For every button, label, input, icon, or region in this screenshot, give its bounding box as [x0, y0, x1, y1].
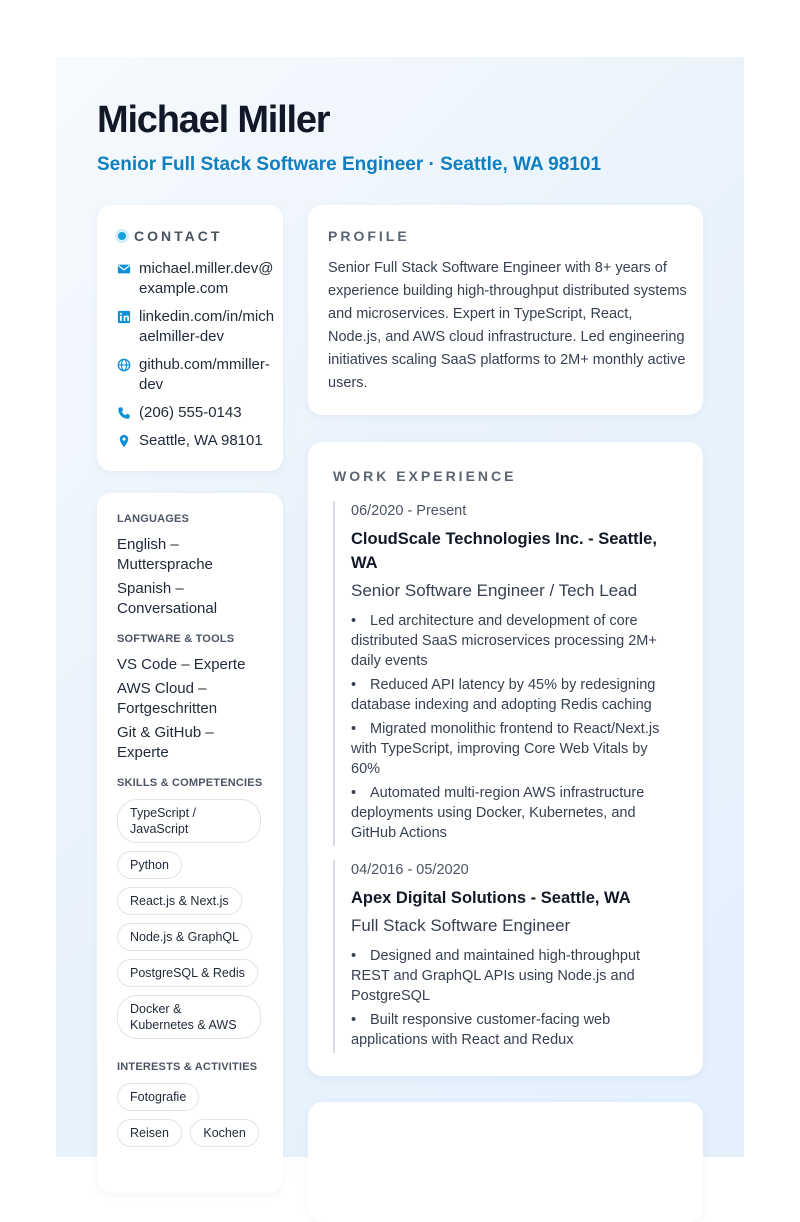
job-role: Full Stack Software Engineer [351, 916, 571, 935]
interest-chip: Reisen [117, 1119, 182, 1147]
skills-chip-list [117, 799, 269, 1047]
software-item: AWS Cloud – Fortgeschritten [117, 680, 218, 717]
work-experience-card [308, 442, 703, 1076]
language-item: Spanish – Conversational [117, 580, 218, 617]
skill-chip: Node.js & GraphQL [117, 923, 252, 951]
contact-location [117, 431, 277, 451]
job-bullet: • Built responsive customer-facing web applications with React and Redux [351, 1012, 611, 1048]
job-bullet-text: Built responsive customer-facing web applications with React and Redux [351, 1012, 611, 1048]
job-bullets [351, 946, 678, 1050]
job-bullet: • Migrated monolithic frontend to React/Next.js with TypeScript, improving Core Web Vitals by 60% [351, 721, 660, 777]
work-experience-title: WORK EXPERIENCE [333, 468, 517, 484]
interests-chip-list [117, 1083, 269, 1155]
job-bullet-text: Designed and maintained high-throughput REST and GraphQL APIs using Node.js and PostgreSQL [351, 948, 641, 1004]
software-item: Git & GitHub – Experte [117, 724, 214, 761]
language-item: English – Muttersprache [117, 536, 213, 573]
job-bullet-text: Automated multi-region AWS infrastructure deployments using Docker, Kubernetes, and GitHub Actions [351, 785, 645, 841]
job-role: Senior Software Engineer / Tech Lead [351, 581, 638, 600]
section-dot-icon [118, 232, 126, 240]
next-section-card [308, 1102, 703, 1222]
job-bullets [351, 611, 678, 843]
job-entry [333, 501, 678, 846]
contact-email[interactable] [117, 259, 277, 299]
contact-title: CONTACT [134, 228, 223, 244]
interests-title: INTERESTS & ACTIVITIES [117, 1061, 258, 1073]
candidate-name: Michael Miller [97, 99, 330, 141]
candidate-subtitle: Senior Full Stack Software Engineer · Seattle, WA 98101 [97, 154, 602, 175]
phone-icon [117, 403, 131, 423]
job-bullet: • Led architecture and development of core distributed SaaS microservices processing 2M+ daily events [351, 613, 657, 669]
contact-phone[interactable] [117, 403, 277, 423]
skill-chip: Docker & Kubernetes & AWS [117, 995, 261, 1039]
resume-sheet [56, 57, 744, 1157]
job-bullet-text: Reduced API latency by 45% by redesigning database indexing and adopting Redis caching [351, 677, 656, 713]
software-title: SOFTWARE & TOOLS [117, 633, 235, 645]
profile-summary: Senior Full Stack Software Engineer with 8+ years of experience building high-throughput distributed systems and microservices. Expert in TypeScript, React, Node.js, and AWS cloud infrastructure. Led engineering initiatives scaling SaaS platforms to 2M+ monthly active users. [328, 260, 687, 391]
profile-card [308, 205, 703, 415]
job-bullet-text: Migrated monolithic frontend to React/Next.js with TypeScript, improving Core Web Vitals by 60% [351, 721, 660, 777]
contact-github-text: github.com/mmiller-dev [139, 356, 270, 393]
linkedin-icon [117, 307, 131, 327]
skill-chip: Python [117, 851, 182, 879]
job-bullet: • Designed and maintained high-throughput REST and GraphQL APIs using Node.js and PostgreSQL [351, 948, 641, 1004]
job-date: 06/2020 - Present [351, 503, 467, 519]
contact-linkedin-text: linkedin.com/in/michaelmiller-dev [139, 308, 275, 345]
skill-chip: PostgreSQL & Redis [117, 959, 258, 987]
contact-card [97, 205, 283, 471]
contact-list [117, 259, 277, 459]
contact-location-text: Seattle, WA 98101 [139, 432, 263, 449]
interest-chip: Kochen [190, 1119, 258, 1147]
job-bullet: • Reduced API latency by 45% by redesigning database indexing and adopting Redis caching [351, 677, 656, 713]
skills-card [97, 493, 283, 1193]
skills-title: SKILLS & COMPETENCIES [117, 777, 263, 789]
job-date: 04/2016 - 05/2020 [351, 862, 469, 878]
software-item: VS Code – Experte [117, 656, 246, 673]
job-company: CloudScale Technologies Inc. - Seattle, WA [351, 530, 657, 572]
job-entry [333, 860, 678, 1053]
profile-title: PROFILE [328, 228, 410, 244]
job-bullet: • Automated multi-region AWS infrastructure deployments using Docker, Kubernetes, and GitHub Actions [351, 785, 645, 841]
interest-chip: Fotografie [117, 1083, 199, 1111]
job-company: Apex Digital Solutions - Seattle, WA [351, 889, 631, 907]
globe-icon [117, 355, 131, 375]
job-bullet-text: Led architecture and development of core distributed SaaS microservices processing 2M+ daily events [351, 613, 657, 669]
skill-chip: TypeScript / JavaScript [117, 799, 261, 843]
contact-linkedin[interactable] [117, 307, 277, 347]
mail-icon [117, 259, 131, 279]
skill-chip: React.js & Next.js [117, 887, 242, 915]
contact-email-text: michael.miller.dev@example.com [139, 260, 274, 297]
languages-title: LANGUAGES [117, 513, 190, 525]
contact-phone-text: (206) 555-0143 [139, 404, 242, 421]
contact-github[interactable] [117, 355, 277, 395]
location-pin-icon [117, 431, 131, 451]
